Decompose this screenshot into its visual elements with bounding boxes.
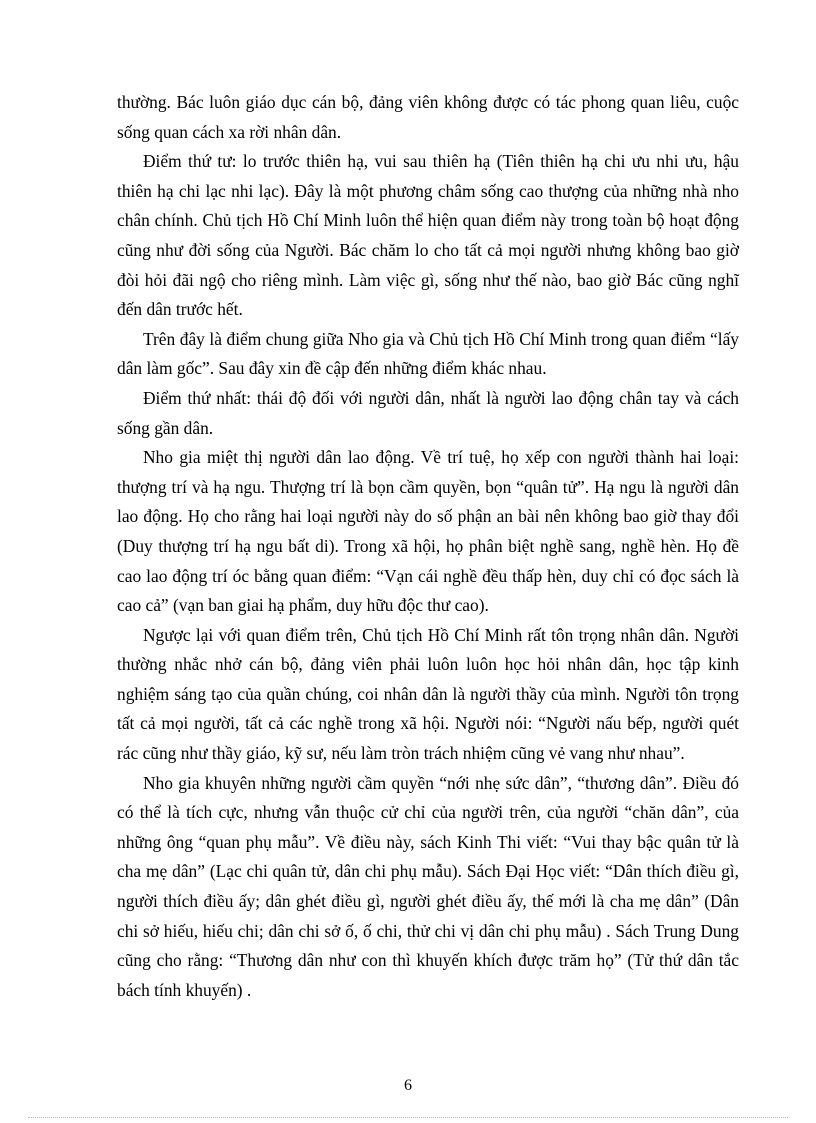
paragraph-rulers-advice: Nho gia khuyên những người cầm quyền “nới nhẹ sức dân”, “thương dân”. Điều đó có thể là tích cực, nhưng vẫn thuộc cử chỉ của người trên, của người “chăn dân”, của những ông “quan phụ mẫu”. Về điều này, sách Kinh Thi viết: “Vui thay bậc quân tử là cha mẹ dân” (Lạc chi quân tử, dân chi phụ mẫu). Sách Đại Học viết: “Dân thích điều gì, người thích điều ấy; dân ghét điều gì, người ghét điều ấy, thế mới là cha mẹ dân” (Dân chi sở hiếu, hiếu chi; dân chi sở ố, ố chi, thử chi vị dân chi phụ mẫu) . Sách Trung Dung cũng cho rằng: “Thương dân như con thì khuyến khích được trăm họ” (Tử thứ dân tắc bách tính khuyến) . (117, 772, 739, 1000)
page-number: 6 (404, 1077, 412, 1094)
document-body (117, 88, 739, 1005)
paragraph-point-four: Điểm thứ tư: lo trước thiên hạ, vui sau thiên hạ (Tiên thiên hạ chi ưu nhi ưu, hậu thiên hạ chi lạc nhi lạc). Đây là một phương châm sống cao thượng của những nhà nho chân chính. Chủ tịch Hồ Chí Minh luôn thể hiện quan điểm này trong toàn bộ hoạt động cũng như đời sống của Người. Bác chăm lo cho tất cả mọi người nhưng không bao giờ đòi hỏi đãi ngộ cho riêng mình. Làm việc gì, sống như thế nào, bao giờ Bác cũng nghĩ đến dân trước hết. (117, 151, 739, 320)
page-bottom-divider (28, 1117, 788, 1118)
paragraph-continuation: thường. Bác luôn giáo dục cán bộ, đảng viên không được có tác phong quan liêu, cuộc sống quan cách xa rời nhân dân. (117, 92, 739, 142)
paragraph-difference-one: Điểm thứ nhất: thái độ đối với người dân, nhất là người lao động chân tay và cách sống gần dân. (117, 387, 739, 438)
paragraph-common-points-summary: Trên đây là điểm chung giữa Nho gia và Chủ tịch Hồ Chí Minh trong quan điểm “lấy dân làm gốc”. Sau đây xin đề cập đến những điểm khác nhau. (117, 328, 739, 379)
paragraph-ho-chi-minh-view: Ngược lại với quan điểm trên, Chủ tịch Hồ Chí Minh rất tôn trọng nhân dân. Người thường nhắc nhở cán bộ, đảng viên phải luôn luôn học hỏi nhân dân, học tập kinh nghiệm sáng tạo của quần chúng, coi nhân dân là người thầy của mình. Người tôn trọng tất cả mọi người, tất cả các nghề trong xã hội. Người nói: “Người nấu bếp, người quét rác cũng như thầy giáo, kỹ sư, nếu làm tròn trách nhiệm cũng vẻ vang như nhau”. (117, 624, 739, 764)
paragraph-confucian-view: Nho gia miệt thị người dân lao động. Về trí tuệ, họ xếp con người thành hai loại: thượng trí và hạ ngu. Thượng trí là bọn cầm quyền, bọn “quân tử”. Hạ ngu là người dân lao động. Họ cho rằng hai loại người này do số phận an bài nên không bao giờ thay đổi (Duy thượng trí hạ ngu bất di). Trong xã hội, họ phân biệt nghề sang, nghề hèn. Họ đề cao lao động trí óc bằng quan điểm: “Vạn cái nghề đều thấp hèn, duy chỉ có đọc sách là cao cả” (vạn ban giai hạ phẩm, duy hữu độc thư cao). (117, 447, 739, 616)
